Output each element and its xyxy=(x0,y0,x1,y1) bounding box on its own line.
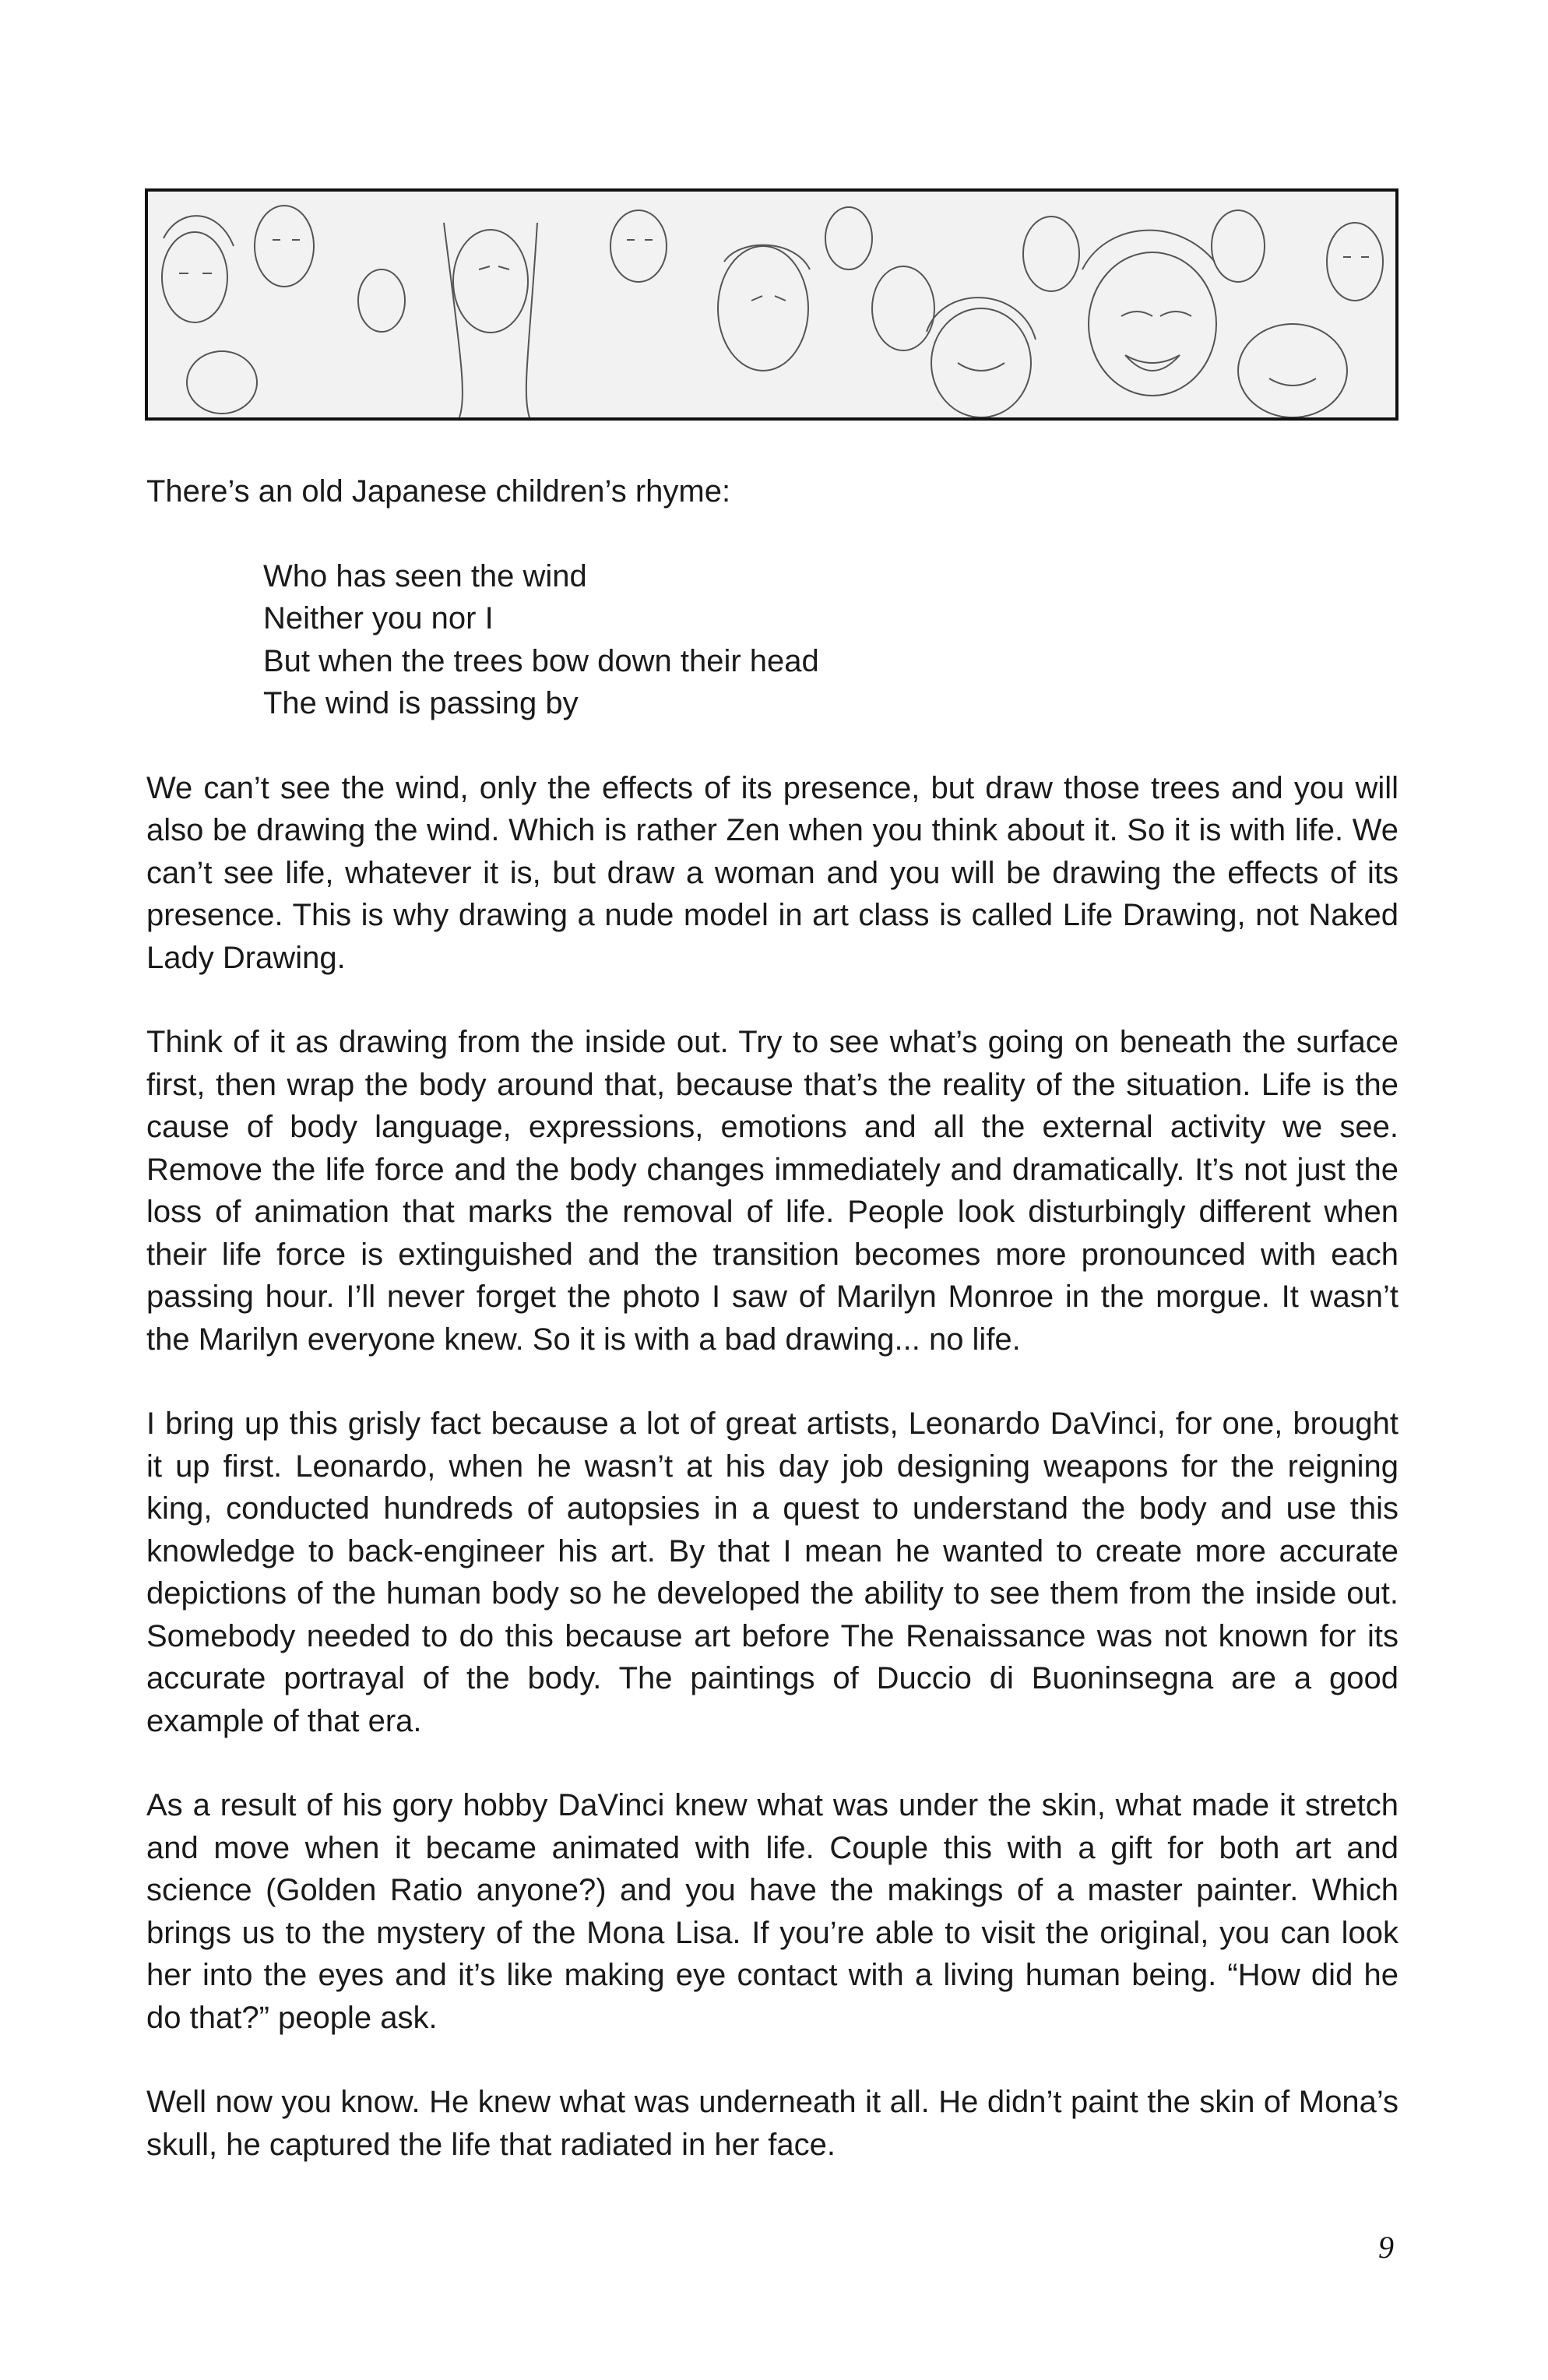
paragraph: Think of it as drawing from the inside out. Try to see what’s going on beneath the surface first, then wrap the body around that, because that’s the reality of the situation. Life is the cause of body language, expressions, emotions and all the external activity we see. Remove the life force and the body changes immediately and dramatically. It’s not just the loss of animation that marks the removal of life. People look disturbingly different when their life force is extinguished and the transition becomes more pronounced with each passing hour. I’ll never forget the photo I saw of Marilyn Monroe in the morgue. It wasn’t the Marilyn everyone knew. So it is with a bad drawing... no life. xyxy=(146,1025,1398,1357)
intro-line: There’s an old Japanese children’s rhyme: xyxy=(146,474,731,509)
faces-illustration-banner xyxy=(145,188,1398,421)
paragraph: Well now you know. He knew what was underneath it all. He didn’t paint the skin of Mona’s skull, he captured the life that radiated in her face. xyxy=(146,2085,1398,2162)
article-body xyxy=(146,470,1398,2166)
rhyme-verse xyxy=(263,555,1398,725)
verse-line: But when the trees bow down their head xyxy=(263,643,819,678)
page-number: 9 xyxy=(1378,2230,1394,2265)
faces-illustration-icon xyxy=(148,192,1395,417)
verse-line: The wind is passing by xyxy=(263,686,579,720)
verse-line: Neither you nor I xyxy=(263,601,494,635)
paragraph: We can’t see the wind, only the effects of its presence, but draw those trees and you will also be drawing the wind. Which is rather Zen when you think about it. So it is with life. We can’t see life, whatever it is, but draw a woman and you will be drawing the effects of its presence. This is why drawing a nude model in art class is called Life Drawing, not Naked Lady Drawing. xyxy=(146,770,1398,975)
verse-line: Who has seen the wind xyxy=(263,558,587,593)
paragraph: I bring up this grisly fact because a lot of great artists, Leonardo DaVinci, for one, brought it up first. Leonardo, when he wasn’t at his day job designing weapons for the reigning king, conducted hundreds of autopsies in a quest to understand the body and use this knowledge to back-engineer his art. By that I mean he wanted to create more accurate depictions of the human body so he developed the ability to see them from the inside out. Somebody needed to do this because art before The Renaissance was not known for its accurate portrayal of the body. The paintings of Duccio di Buoninsegna are a good example of that era. xyxy=(146,1407,1398,1738)
paragraph: As a result of his gory hobby DaVinci knew what was under the skin, what made it stretch and move when it became animated with life. Couple this with a gift for both art and science (Golden Ratio anyone?) and you have the makings of a master painter. Which brings us to the mystery of the Mona Lisa. If you’re able to visit the original, you can look her into the eyes and it’s like making eye contact with a living human being. “How did he do that?” people ask. xyxy=(146,1788,1398,2035)
